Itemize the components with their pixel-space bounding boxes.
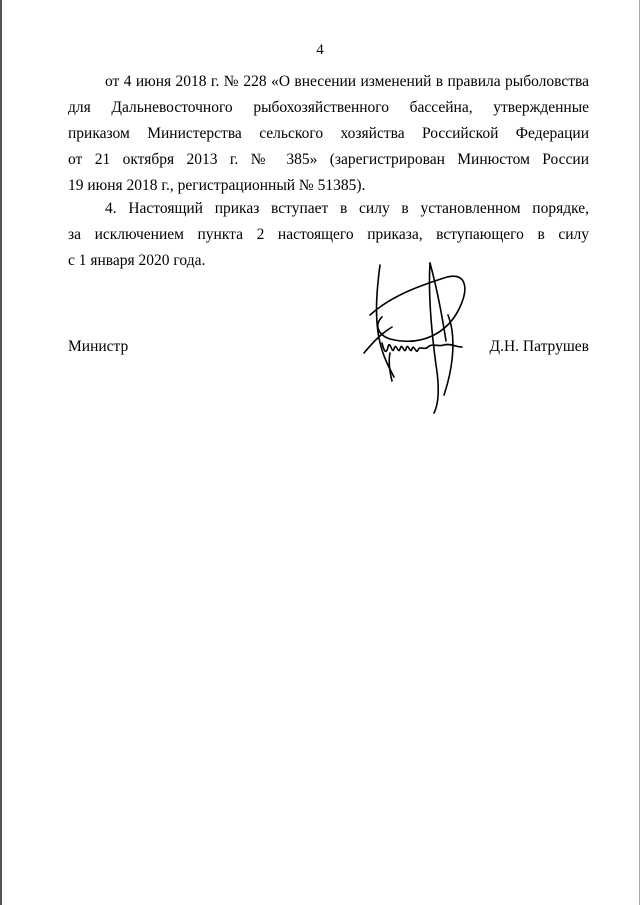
text-line: приказом Министерства сельского хозяйства Российской Федерации [68, 125, 589, 142]
scan-left-edge [0, 0, 2, 905]
text-line: за исключением пункта 2 настоящего приказа, вступающего в силу [68, 226, 589, 243]
signer-name: Д.Н. Патрушев [489, 338, 589, 355]
text-line: от 4 июня 2018 г. № 228 «О внесении изменений в правила рыболовства [105, 73, 589, 90]
text-line: для Дальневосточного рыбохозяйственного бассейна, утвержденные [68, 99, 589, 116]
text-line: с 1 января 2020 года. [68, 252, 206, 269]
text-line: 19 июня 2018 г., регистрационный № 51385). [68, 177, 366, 194]
paragraph-effective-date [68, 196, 589, 274]
signature-block [68, 338, 589, 364]
text-line: от 21 октября 2013 г. № 385» (зарегистрирован Минюстом России [68, 151, 589, 168]
signer-position: Министр [68, 338, 129, 355]
paragraph-amendment-reference [68, 69, 589, 199]
page-number: 4 [316, 42, 324, 58]
handwritten-signature [352, 255, 477, 415]
text-line: 4. Настоящий приказ вступает в силу в установленном порядке, [105, 200, 589, 217]
